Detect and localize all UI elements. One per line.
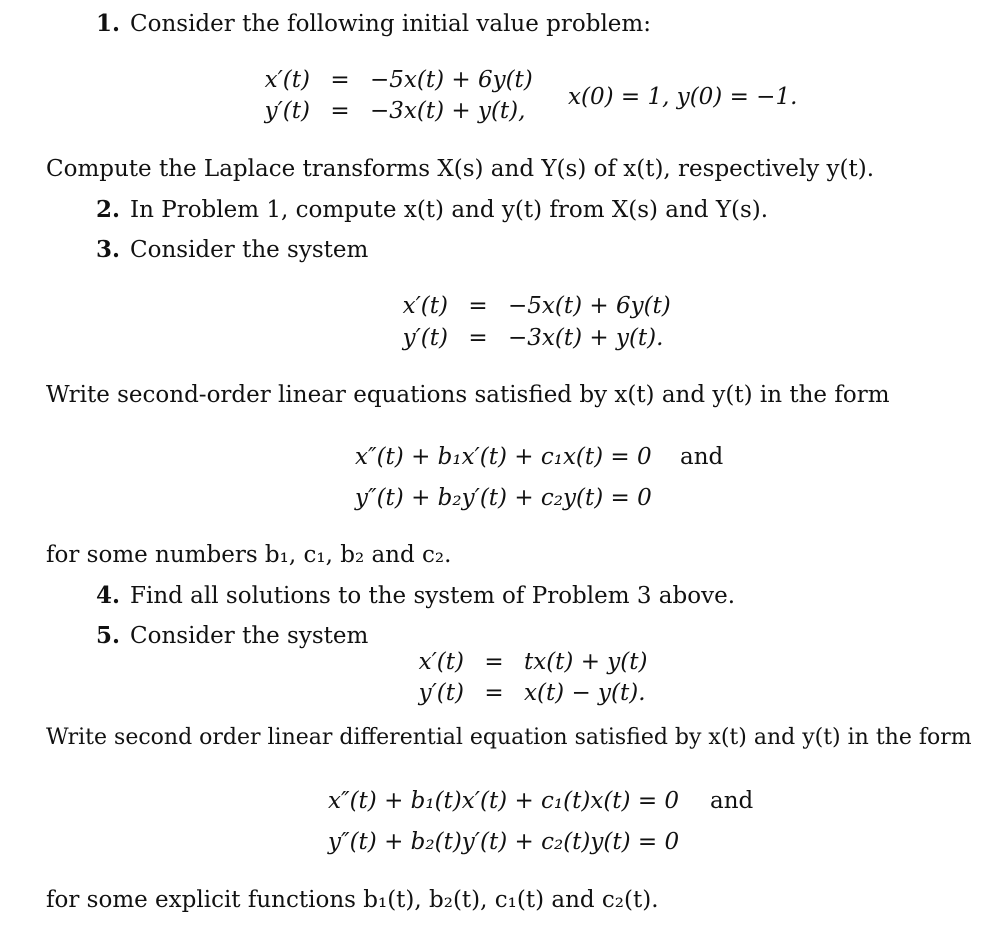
eq-lhs: x′(t) [418,649,464,675]
problem-4-heading [96,582,735,610]
problem-5-form-and: and [710,788,754,814]
eq-lhs: x′(t) [264,67,310,93]
eq-rhs: −3x(t) + y(t), [370,98,526,124]
eq-rel: = [484,680,504,706]
eq-rel: = [484,649,504,675]
problem-2-number: 2. [96,196,121,223]
eq-rhs: −3x(t) + y(t). [508,325,664,351]
eq-lhs: y′(t) [264,98,310,124]
problem-5-heading [96,622,368,650]
eq-lhs: y′(t) [418,680,464,706]
eq-rel: = [468,293,488,319]
problem-1-equation-2 [240,97,525,125]
problem-5-form-equation-1: x″(t) + b₁(t)x′(t) + c₁(t)x(t) = 0 [328,788,680,814]
problem-3-text: Consider the system [130,237,369,263]
problem-1-heading [96,10,651,38]
problem-3-number: 3. [96,236,121,263]
eq-rel: = [330,67,350,93]
eq-rel: = [330,98,350,124]
problem-3-equation-1 [378,292,671,320]
problem-3-heading [96,236,368,264]
eq-rel: = [468,325,488,351]
problem-5-equation-1 [394,648,647,676]
problem-3-form-and: and [680,444,724,470]
problem-1-follow-text: Compute the Laplace transforms X(s) and Y(s) of x(t), respectively y(t). [46,156,875,182]
problem-4-number: 4. [96,582,121,609]
problem-5-tail-text: for some explicit functions b₁(t), b₂(t), c₁(t) and c₂(t). [46,887,659,913]
eq-rhs: tx(t) + y(t) [524,649,648,675]
problem-5-number: 5. [96,622,121,649]
eq-rhs: x(t) − y(t). [524,680,646,706]
eq-rhs: −5x(t) + 6y(t) [508,293,671,319]
problem-3-follow-text: Write second-order linear equations satisfied by x(t) and y(t) in the form [46,382,890,408]
problem-1-initial-conditions: x(0) = 1, y(0) = −1. [568,84,798,110]
problem-1-number: 1. [96,10,121,37]
problem-3-form-equation-2: y″(t) + b₂y′(t) + c₂y(t) = 0 [355,485,652,511]
eq-lhs: y′(t) [402,325,448,351]
problem-3-tail-text: for some numbers b₁, c₁, b₂ and c₂. [46,542,452,568]
problem-4-text: Find all solutions to the system of Problem 3 above. [130,583,736,609]
problem-5-equation-2 [394,679,646,707]
problem-3-equation-2 [378,324,663,352]
eq-rhs: −5x(t) + 6y(t) [370,67,533,93]
problem-2-heading [96,196,768,224]
problem-1-text: Consider the following initial value problem: [130,11,651,37]
eq-lhs: x′(t) [402,293,448,319]
problem-5-text: Consider the system [130,623,369,649]
problem-2-text: In Problem 1, compute x(t) and y(t) from X(s) and Y(s). [130,197,769,223]
problem-1-equation-1 [240,66,533,94]
problem-5-follow-text: Write second order linear differential equation satisfied by x(t) and y(t) in the form [46,725,972,750]
problem-5-form-equation-2: y″(t) + b₂(t)y′(t) + c₂(t)y(t) = 0 [328,829,680,855]
problem-3-form-equation-1: x″(t) + b₁x′(t) + c₁x(t) = 0 [355,444,652,470]
